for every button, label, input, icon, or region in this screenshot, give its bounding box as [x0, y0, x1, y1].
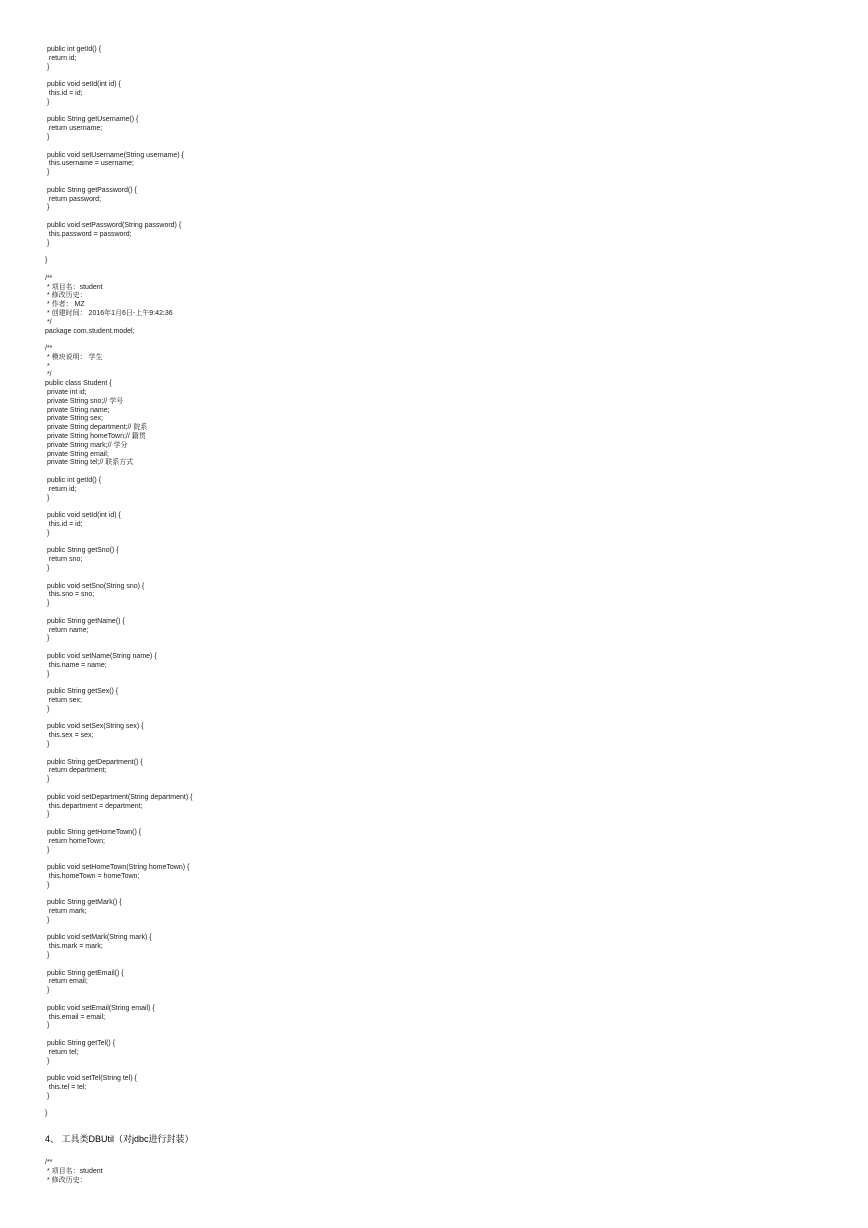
blank-line — [45, 715, 845, 724]
code-line: */ — [45, 371, 52, 379]
code-line: private String homeTown;// 籍贯 — [45, 433, 146, 441]
code-line: this.id = id; — [45, 521, 83, 529]
code-line: this.name = name; — [45, 661, 107, 669]
code-line: return name; — [45, 626, 89, 634]
blank-line — [45, 1031, 845, 1040]
code-line: public void setTel(String tel) { — [45, 1075, 137, 1083]
blank-line — [45, 785, 845, 794]
blank-line — [45, 213, 845, 222]
code-line: } — [45, 98, 50, 106]
code-line: * 修改历史： — [45, 1176, 87, 1184]
code-line: return department; — [45, 767, 107, 775]
document-page — [45, 46, 845, 1186]
blank-line — [45, 178, 845, 187]
code-line: } — [45, 670, 50, 678]
code-line: } — [45, 952, 50, 960]
code-line: public int getId() { — [45, 46, 102, 53]
blank-line — [45, 855, 845, 864]
code-line: public String getTel() { — [45, 1040, 116, 1048]
code-line: } — [45, 239, 50, 247]
code-line: } — [45, 881, 50, 889]
blank-line — [45, 1102, 845, 1111]
code-line: public class Student { — [45, 380, 112, 388]
code-line: public void setPassword(String password) { — [45, 221, 182, 229]
blank-line — [45, 108, 845, 117]
code-line: public void setSex(String sex) { — [45, 723, 144, 731]
code-line: } — [45, 1110, 48, 1118]
code-line: } — [45, 1092, 50, 1100]
code-line: public void setEmail(String email) { — [45, 1004, 155, 1012]
code-line: * 项目名：student — [45, 283, 103, 291]
blank-line — [45, 609, 845, 618]
code-line: this.username = username; — [45, 160, 134, 168]
code-line: return id; — [45, 485, 77, 493]
code-line: return tel; — [45, 1048, 79, 1056]
code-line: * 项目名：student — [45, 1168, 103, 1176]
code-line: public String getName() { — [45, 617, 125, 625]
code-line: this.tel = tel; — [45, 1084, 87, 1092]
code-line: this.mark = mark; — [45, 943, 103, 951]
code-line: } — [45, 204, 50, 212]
blank-line — [45, 750, 845, 759]
code-line: * 作者： MZ — [45, 301, 85, 309]
code-line: private String sex; — [45, 415, 103, 423]
code-line: private String name; — [45, 406, 110, 414]
code-line: } — [45, 494, 50, 502]
code-line: return sno; — [45, 556, 83, 564]
code-line: private String email; — [45, 450, 109, 458]
blank-line — [45, 266, 845, 275]
code-line: } — [45, 133, 50, 141]
code-line: } — [45, 257, 48, 265]
code-line: public void setId(int id) { — [45, 81, 121, 89]
code-line: } — [45, 63, 50, 71]
code-block-dbutil — [45, 1159, 845, 1185]
code-line: this.id = id; — [45, 89, 83, 97]
blank-line — [45, 1066, 845, 1075]
code-line: return password; — [45, 195, 102, 203]
code-line: this.password = password; — [45, 230, 132, 238]
section-heading: 4、 工具类DBUtil（对jdbc进行封装） — [45, 1134, 194, 1145]
code-line: } — [45, 987, 50, 995]
code-line: * — [45, 362, 50, 370]
code-line: public String getSex() { — [45, 688, 119, 696]
code-line: } — [45, 705, 50, 713]
code-line: package com.student.model; — [45, 327, 135, 335]
code-line: /** — [45, 345, 53, 353]
code-line: private String tel;// 联系方式 — [45, 459, 134, 467]
code-line: public void setUsername(String username) { — [45, 151, 184, 159]
code-line: return username; — [45, 125, 103, 133]
code-line: private String department;// 院系 — [45, 424, 148, 432]
code-line: /** — [45, 274, 53, 282]
code-line: private String mark;// 学分 — [45, 441, 128, 449]
blank-line — [45, 679, 845, 688]
code-line: public String getSno() { — [45, 547, 119, 555]
blank-line — [45, 996, 845, 1005]
code-line: public String getDepartment() { — [45, 758, 143, 766]
code-line: public String getHomeTown() { — [45, 828, 142, 836]
code-line: this.sno = sno; — [45, 591, 95, 599]
code-line: this.department = department; — [45, 802, 143, 810]
code-line: * 模块说明： 学生 — [45, 353, 103, 361]
code-line: } — [45, 635, 50, 643]
blank-line — [45, 820, 845, 829]
code-line: public void setDepartment(String department) { — [45, 793, 193, 801]
code-line: } — [45, 565, 50, 573]
code-line: * 修改历史： — [45, 292, 87, 300]
code-line: public void setMark(String mark) { — [45, 934, 152, 942]
code-block-student-model — [45, 46, 845, 1119]
blank-line — [45, 143, 845, 152]
blank-line — [45, 72, 845, 81]
code-line: public String getUsername() { — [45, 116, 139, 124]
code-line: public String getEmail() { — [45, 969, 124, 977]
code-line: /** — [45, 1159, 53, 1167]
code-line: return email; — [45, 978, 88, 986]
blank-line — [45, 248, 845, 257]
code-line: } — [45, 811, 50, 819]
blank-line — [45, 336, 845, 345]
blank-line — [45, 891, 845, 900]
blank-line — [45, 539, 845, 548]
code-line: } — [45, 600, 50, 608]
code-line: private int id; — [45, 389, 87, 397]
code-line: public String getMark() { — [45, 899, 122, 907]
code-line: public int getId() { — [45, 477, 102, 485]
code-line: public String getPassword() { — [45, 186, 137, 194]
code-line: } — [45, 169, 50, 177]
code-line: return id; — [45, 54, 77, 62]
blank-line — [45, 961, 845, 970]
code-line: this.sex = sex; — [45, 732, 94, 740]
code-line: return sex; — [45, 696, 82, 704]
code-line: this.homeTown = homeTown; — [45, 872, 140, 880]
code-line: public void setSno(String sno) { — [45, 582, 145, 590]
code-line: * 创建时间： 2016年1月6日-上午9:42:36 — [45, 309, 173, 317]
code-line: public void setHomeTown(String homeTown) { — [45, 864, 190, 872]
code-line: } — [45, 740, 50, 748]
code-line: public void setName(String name) { — [45, 652, 157, 660]
code-line: } — [45, 529, 50, 537]
blank-line — [45, 574, 845, 583]
code-line: private String sno;// 学号 — [45, 397, 124, 405]
blank-line — [45, 644, 845, 653]
code-line: return homeTown; — [45, 837, 105, 845]
code-line: } — [45, 846, 50, 854]
code-line: return mark; — [45, 908, 87, 916]
code-line: */ — [45, 318, 52, 326]
code-line: } — [45, 916, 50, 924]
code-line: } — [45, 1022, 50, 1030]
blank-line — [45, 926, 845, 935]
blank-line — [45, 468, 845, 477]
code-line: } — [45, 1057, 50, 1065]
code-line: this.email = email; — [45, 1013, 106, 1021]
code-line: } — [45, 776, 50, 784]
blank-line — [45, 503, 845, 512]
code-line: public void setId(int id) { — [45, 512, 121, 520]
